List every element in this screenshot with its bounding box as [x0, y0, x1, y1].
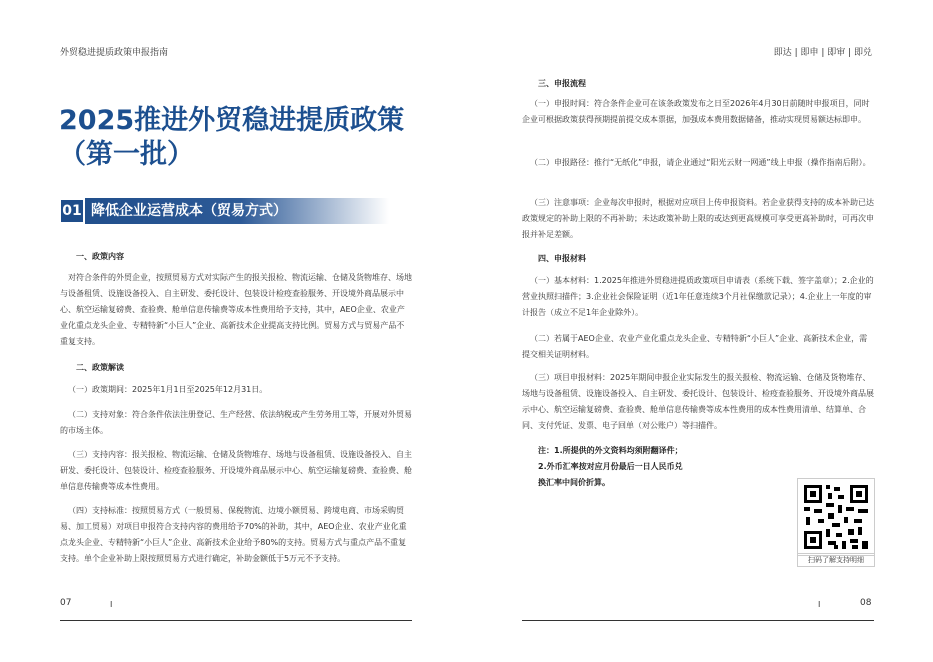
support-standard: （四）支持标准：按照贸易方式（一般贸易、保税物流、边境小额贸易、跨境电商、市场采购贸易、加工贸易）对项目申报符合支持内容的费用给予70%的补助，其中，AEO企业、农业产业化重点龙头企业、专精特新“小巨人”企业、高新技术企业给予80%的支持。贸易方式与重点产品不重复支持。单个企业补助上限按照贸易方式进行确定，补助金额低于5万元不予支持。	[60, 506, 407, 563]
heading-application-process: 三、申报流程	[538, 79, 586, 88]
note-line-1: 注：1.所提供的外文资料均须附翻译件；	[538, 446, 683, 455]
policy-period: （一）政策期间：2025年1月1日至2025年12月31日。	[68, 385, 268, 394]
section-heading: 降低企业运营成本（贸易方式）	[91, 203, 287, 219]
page-number-left: 07	[60, 598, 72, 608]
note-line-2: 2.外币汇率按对应月份最后一日人民币兑	[538, 462, 683, 471]
page-number-right: 08	[860, 598, 872, 608]
footer-rule-left	[60, 620, 412, 621]
heading-application-materials: 四、申报材料	[538, 254, 586, 263]
page-title	[59, 104, 439, 172]
footer-separator-right: I	[818, 600, 821, 609]
section-number: 01	[61, 200, 83, 222]
title-line-2: （第一批）	[59, 139, 194, 170]
running-header-left: 外贸稳进提质政策申报指南	[60, 48, 169, 58]
running-header-right: 即达 | 即申 | 即审 | 即兑	[773, 48, 872, 58]
basic-materials: （一）基本材料：1.2025年推进外贸稳进提质政策项目申请表（系统下载、签字盖章）；2.企业的营业执照扫描件；3.企业社会保险证明（近1年任意连续3个月社保缴款记录）；4.企业上一年度的审计报告（成立不足1年企业除外）。	[522, 276, 874, 317]
support-content: （三）支持内容：报关报检、物流运输、仓储及货物堆存、场地与设备租赁、设施设备投入、自主研发、委托设计、包装设计、检疫查验服务、开设境外商品展示中心、航空运输复磅费、查验费、舱单信息传输费等成本性费用。	[60, 450, 412, 491]
footer-separator-left: I	[110, 600, 113, 609]
left-page	[0, 0, 466, 662]
application-path: （二）申报路径：推行“无纸化”申报，请企业通过“阳光云财一网通”线上申报（操作指南后附）。	[530, 158, 871, 167]
heading-policy-interpretation: 二、政策解读	[76, 363, 124, 372]
qr-code[interactable]	[797, 478, 875, 556]
title-line-1: 2025推进外贸稳进提质政策	[59, 105, 405, 136]
heading-policy-content: 一、政策内容	[76, 252, 124, 261]
application-time: （一）申报时间：符合条件企业可在该条政策发布之日至2026年4月30日前随时申报项目，同时企业可根据政策获得预期提前提交成本票据，加强成本费用数据储备，推动实现贸易额达标即申。	[522, 99, 870, 124]
footer-rule-right	[522, 620, 874, 621]
support-target: （二）支持对象：符合条件依法注册登记、生产经营、依法纳税或产生劳务用工等，开展对外贸易的市场主体。	[60, 410, 412, 435]
section-number-box	[59, 198, 85, 224]
qr-caption: 扫码了解支持明细	[797, 553, 875, 567]
note-line-3: 换汇率中间价折算。	[538, 478, 610, 487]
special-enterprise-materials: （二）若属于AEO企业、农业产业化重点龙头企业、专精特新“小巨人”企业、高新技术企业，需提交相关证明材料。	[522, 334, 868, 359]
qr-code-image	[798, 479, 874, 555]
application-notes: （三）注意事项：企业每次申报时，根据对应项目上传申报资料。若企业获得支持的成本补助已达政策规定的补助上限的不再补助；未达政策补助上限的或达到更高规模可享受更高补助时，可再次申报并补足差额。	[522, 198, 874, 239]
project-materials: （三）项目申报材料：2025年期间申报企业实际发生的报关报检、物流运输、仓储及货物堆存、场地与设备租赁、设施设备投入、自主研发、委托设计、包装设计、检疫查验服务、开设境外商品展示中心、航空运输复磅费、查验费、舱单信息传输费等成本性费用的成本性费用清单、结算单、合同、支付凭证、发票、电子回单（对公账户）等扫描件。	[522, 373, 874, 430]
section-banner	[59, 198, 389, 224]
policy-content-paragraph: 对符合条件的外贸企业，按照贸易方式对实际产生的报关报检、物流运输、仓储及货物堆存、场地与设备租赁、设施设备投入、自主研发、委托设计、包装设计检疫查验服务、开设境外商品展示中心、航空运输复磅费、查验费、舱单信息传输费等成本性费用给予支持，其中，AEO企业、农业产业化重点龙头企业、专精特新“小巨人”企业、高新技术企业提高支持比例。贸易方式与贸易产品不重复支持。	[60, 273, 412, 346]
